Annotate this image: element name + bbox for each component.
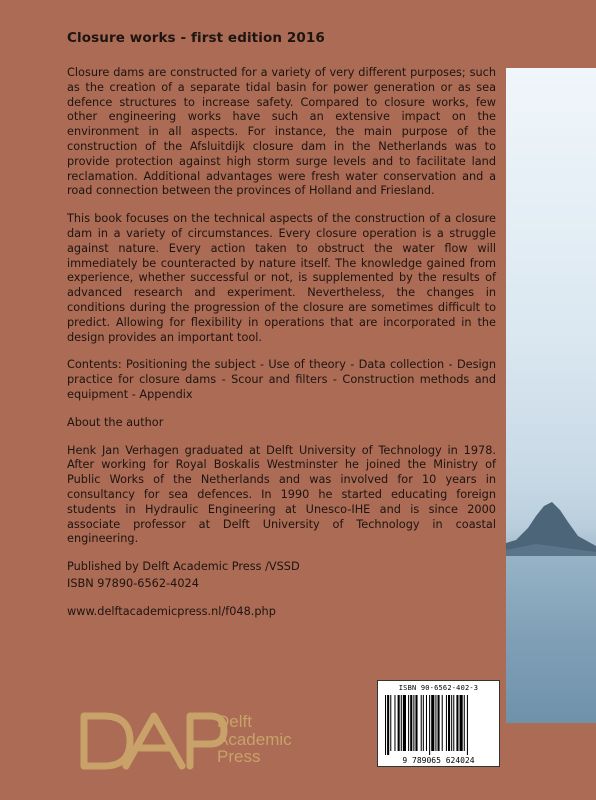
about-heading: About the author <box>67 415 164 429</box>
sea-area <box>506 556 596 723</box>
isbn-line: ISBN 97890-6562-4024 <box>67 576 199 590</box>
book-title: Closure works - first edition 2016 <box>67 30 325 46</box>
barcode-bars <box>385 695 494 755</box>
author-bio: Henk Jan Verhagen graduated at Delft University of Technology in 1978. After working for Royal Boskalis Westminster he joined the Ministry of Public Works of the Netherlands and was involved for 10 years in consultancy for sea defences. In 1990 he started educating foreign students in Hydraulic Engineering at Unesco-IHE and is since 2000 associate professor at Delft University of Technology in coastal engineering. <box>67 443 496 546</box>
back-cover-text <box>67 30 496 633</box>
logo-line-academic: Academic <box>217 729 292 749</box>
publisher-line: Published by Delft Academic Press /VSSD <box>67 560 300 574</box>
barcode-number: 9 789065 624024 <box>402 756 475 765</box>
cover-photo-strip <box>506 68 596 723</box>
dap-logo-text <box>217 713 292 766</box>
barcode-isbn-text: ISBN 90-6562-402-3 <box>398 684 479 692</box>
logo-line-delft: Delft <box>217 712 252 731</box>
description-paragraph-2: This book focuses on the technical aspects of the construction of a closure dam in a variety of circumstances. Every closure operation is a struggle against nature. Every action taken to obstruct the water flow will immediately be counteracted by nature itself. The knowledge gained from experience, whether successful or not, is supplemented by the results of advanced research and experiment. Nevertheless, the changes in conditions during the progression of the closure are sometimes difficult to predict. Allowing for flexibility in operations that are incorporated in the design provides an important tool. <box>67 212 496 344</box>
barcode <box>377 680 500 767</box>
website-link[interactable]: www.delftacademicpress.nl/f048.php <box>67 604 276 618</box>
logo-line-press: Press <box>217 747 261 766</box>
description-paragraph-1: Closure dams are constructed for a variety of very different purposes; such as the creation of a separate tidal basin for power generation or as sea defence structures to increase safety. Compared to closure works, few other engineering works have such an extensive impact on the environment in all aspects. For instance, the main purpose of the construction of the Afsluitdijk closure dam in the Netherlands was to provide protection against high storm surge levels and to facilitate land reclamation. Additional advantages were fresh water conservation and a road connection between the provinces of Holland and Friesland. <box>67 66 496 198</box>
contents-paragraph: Contents: Positioning the subject - Use of theory - Data collection - Design practice for closure dams - Scour and filters - Construction methods and equipment - Appendix <box>67 358 496 401</box>
